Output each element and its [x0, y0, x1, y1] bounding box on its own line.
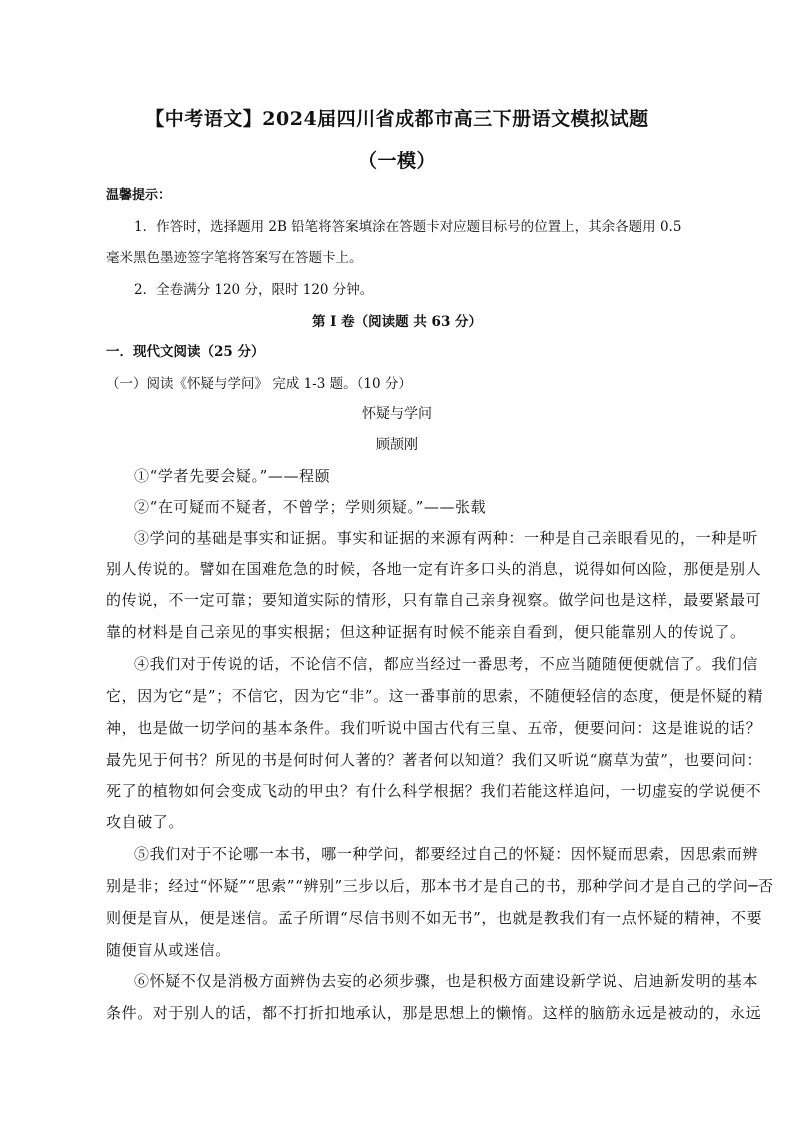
article-line: 最先见于何书？所见的书是何时何人著的？著者何以知道？我们又听说“腐草为萤”，也要问问：	[106, 751, 763, 769]
article-line: ④我们对于传说的话，不论信不信，都应当经过一番思考，不应当随随便便就信了。我们信	[134, 655, 759, 673]
article-line: 随便盲从或迷信。	[106, 941, 231, 959]
article-line: ②“在可疑而不疑者，不曾学；学则须疑。”——张载	[134, 498, 487, 516]
article-line: 别是非；经过“怀疑”“思索”“辨别”三步以后，那本书才是自己的书，那种学问才是自己的学问─否	[106, 877, 774, 895]
article-line: ①“学者先要会疑。”——程颐	[134, 467, 331, 485]
notice-item-1-line-1: 1．作答时，选择题用 2B 铅笔将答案填涂在答题卡对应题目标号的位置上，其余各题用 0.5	[134, 219, 682, 235]
article-line: 则便是盲从，便是迷信。孟子所谓“尽信书则不如无书”，也就是教我们有一点怀疑的精神，不要	[106, 909, 763, 927]
volume-heading: 第 I 卷（阅读题 共 63 分）	[311, 314, 483, 330]
notice-item-1-line-2: 毫米黑色墨迹签字笔将答案写在答题卡上。	[106, 250, 363, 266]
article-line: 条件。对于别人的话，都不打折扣地承认，那是思想上的懒惰。这样的脑筋永远是被动的，永远	[106, 1004, 762, 1022]
section-heading: 一．现代文阅读（25 分）	[106, 344, 265, 360]
article-line: ⑥怀疑不仅是消极方面辨伪去妄的必须步骤，也是积极方面建设新学说、启迪新发明的基本	[134, 972, 759, 990]
article-line: 它，因为它“是”；不信它，因为它“非”。这一番事前的思索，不随便轻信的态度，便是怀疑的精	[106, 687, 764, 705]
document-title: 【中考语文】2024届四川省成都市高三下册语文模拟试题	[145, 108, 649, 130]
notice-heading: 温馨提示：	[106, 188, 172, 203]
document-subtitle: （一模）	[357, 150, 436, 172]
article-line: 攻自破了。	[106, 813, 185, 831]
notice-item-2: 2．全卷满分 120 分，限时 120 分钟。	[134, 282, 374, 298]
article-line: 的传说，不一定可靠；要知道实际的情形，只有靠自己亲身视察。做学问也是这样，最要紧最可	[106, 591, 762, 609]
article-title: 怀疑与学问	[362, 406, 432, 422]
article-line: 死了的植物如何会变成飞动的甲虫？有什么科学根据？我们若能这样追问，一切虚妄的学说便不	[106, 782, 762, 800]
subsection-heading: （一）阅读《怀疑与学问》 完成 1-3 题。（10 分）	[106, 376, 412, 392]
article-author: 顾颉刚	[376, 437, 418, 453]
article-line: 靠的材料是自己亲见的事实根据；但这种证据有时候不能亲自看到，便只能靠别人的传说了。	[106, 623, 746, 641]
article-line: ⑤我们对于不论哪一本书，哪一种学问，都要经过自己的怀疑：因怀疑而思索，因思索而辨	[134, 845, 759, 863]
article-line: 神，也是做一切学问的基本条件。我们听说中国古代有三皇、五帝，便要问问：这是谁说的话？	[106, 719, 762, 737]
article-line: ③学问的基础是事实和证据。事实和证据的来源有两种：一种是自己亲眼看见的，一种是听	[134, 529, 759, 547]
article-line: 别人传说的。譬如在国难危急的时候，各地一定有许多口头的消息，说得如何凶险，那便是别人	[106, 560, 762, 578]
